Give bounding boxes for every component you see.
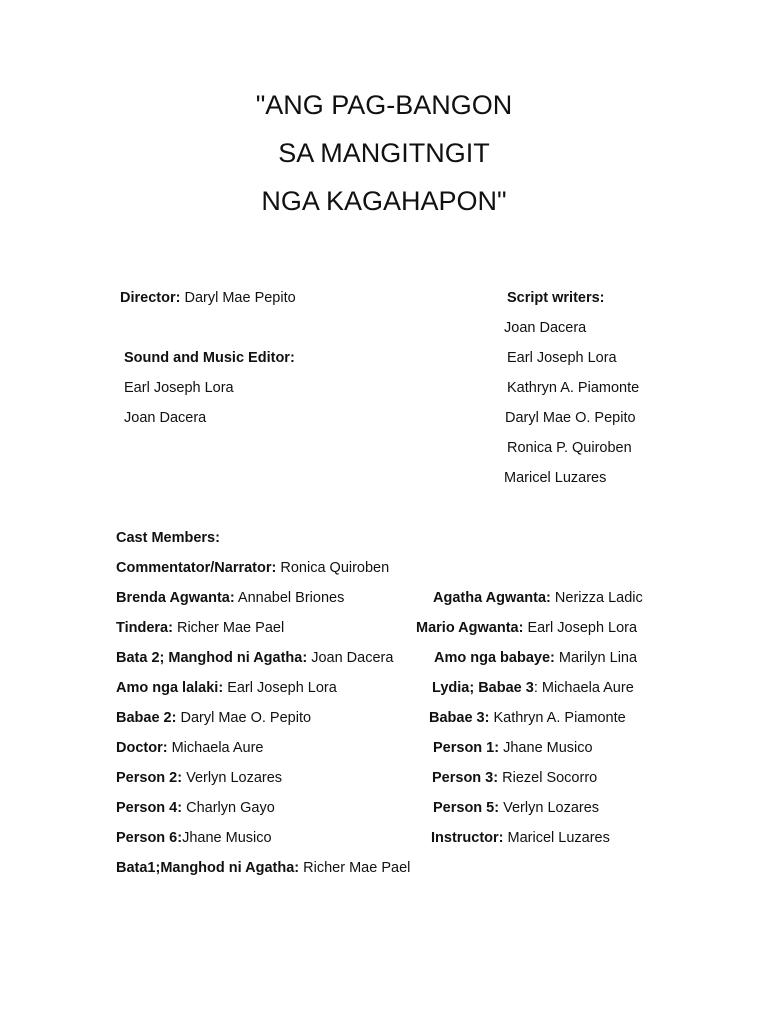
- title-line-2: SA MANGITNGIT: [278, 138, 490, 168]
- cast-actor: Maricel Luzares: [503, 830, 610, 846]
- script-writer-name: Maricel Luzares: [504, 470, 607, 486]
- cast-actor: Earl Joseph Lora: [223, 680, 337, 696]
- sound-editor-name: Joan Dacera: [124, 410, 207, 426]
- director-name: Daryl Mae Pepito: [184, 290, 296, 306]
- cast-role: Amo nga lalaki:: [116, 680, 224, 696]
- cast-role: Person 4:: [116, 800, 183, 816]
- cast-actor: Charlyn Gayo: [182, 800, 275, 816]
- director-line: [120, 288, 296, 308]
- cast-role: Person 3:: [432, 770, 499, 786]
- cast-actor: Earl Joseph Lora: [523, 620, 638, 636]
- cast-entry: [432, 768, 597, 788]
- cast-role: Tindera:: [116, 620, 173, 636]
- cast-role: Bata1;Manghod ni Agatha:: [116, 860, 300, 876]
- director-label: Director:: [120, 290, 181, 306]
- cast-role: Babae 2:: [116, 710, 177, 726]
- cast-entry: [431, 828, 610, 848]
- cast-actor: Riezel Socorro: [498, 770, 598, 786]
- cast-role: Person 1:: [433, 740, 500, 756]
- cast-entry: [116, 738, 263, 758]
- cast-actor: Daryl Mae O. Pepito: [176, 710, 312, 726]
- cast-role: Agatha Agwanta:: [433, 590, 551, 606]
- cast-role: Instructor:: [431, 830, 504, 846]
- cast-actor: Michaela Aure: [167, 740, 264, 756]
- script-writer-name: Ronica P. Quiroben: [507, 440, 632, 456]
- cast-role: Brenda Agwanta:: [116, 590, 235, 606]
- cast-heading: Cast Members:: [116, 530, 220, 546]
- cast-entry: [416, 618, 637, 638]
- cast-role: Person 5:: [433, 800, 500, 816]
- script-writer-name: Joan Dacera: [504, 320, 587, 336]
- cast-actor: : Michaela Aure: [533, 680, 634, 696]
- cast-entry: [433, 798, 599, 818]
- cast-role: Doctor:: [116, 740, 168, 756]
- sound-editor-name: Earl Joseph Lora: [124, 380, 234, 396]
- cast-actor: Richer Mae Pael: [172, 620, 285, 636]
- cast-actor: Verlyn Lozares: [499, 800, 600, 816]
- cast-actor: Verlyn Lozares: [182, 770, 283, 786]
- cast-entry: [116, 678, 337, 698]
- script-writers-label: Script writers:: [507, 290, 605, 306]
- cast-role: Babae 3:: [429, 710, 490, 726]
- cast-role: Person 6:: [116, 830, 183, 846]
- cast-role: Mario Agwanta:: [416, 620, 524, 636]
- cast-role: Person 2:: [116, 770, 183, 786]
- cast-actor: Marilyn Lina: [554, 650, 638, 666]
- script-writer-name: Earl Joseph Lora: [507, 350, 617, 366]
- cast-actor: Ronica Quiroben: [276, 560, 390, 576]
- cast-entry: [433, 588, 643, 608]
- cast-role: Commentator/Narrator:: [116, 560, 277, 576]
- title-line-1: "ANG PAG-BANGON: [255, 90, 513, 120]
- cast-actor: Nerizza Ladic: [550, 590, 643, 606]
- cast-entry: [433, 738, 593, 758]
- cast-entry: [116, 648, 393, 668]
- script-writer-name: Kathryn A. Piamonte: [507, 380, 640, 396]
- cast-entry: [116, 618, 284, 638]
- cast-role: Lydia; Babae 3: [432, 680, 534, 696]
- cast-entry: [116, 588, 344, 608]
- script-writer-name: Daryl Mae O. Pepito: [505, 410, 636, 426]
- cast-role: Amo nga babaye:: [434, 650, 555, 666]
- cast-entry: [432, 678, 634, 698]
- sound-editor-label: Sound and Music Editor:: [124, 350, 295, 366]
- cast-entry: [116, 708, 311, 728]
- cast-actor: Joan Dacera: [307, 650, 394, 666]
- cast-actor: Annabel Briones: [234, 590, 345, 606]
- cast-actor: Jhane Musico: [182, 830, 272, 846]
- cast-entry: [116, 798, 275, 818]
- cast-role: Bata 2; Manghod ni Agatha:: [116, 650, 308, 666]
- cast-entry: [434, 648, 637, 668]
- cast-entry: [116, 558, 389, 578]
- cast-entry: [116, 768, 282, 788]
- cast-actor: Jhane Musico: [499, 740, 593, 756]
- cast-entry: [116, 858, 410, 878]
- cast-entry: [429, 708, 626, 728]
- title-line-3: NGA KAGAHAPON": [261, 186, 507, 216]
- cast-entry: [116, 828, 272, 848]
- cast-actor: Kathryn A. Piamonte: [489, 710, 626, 726]
- cast-actor: Richer Mae Pael: [299, 860, 411, 876]
